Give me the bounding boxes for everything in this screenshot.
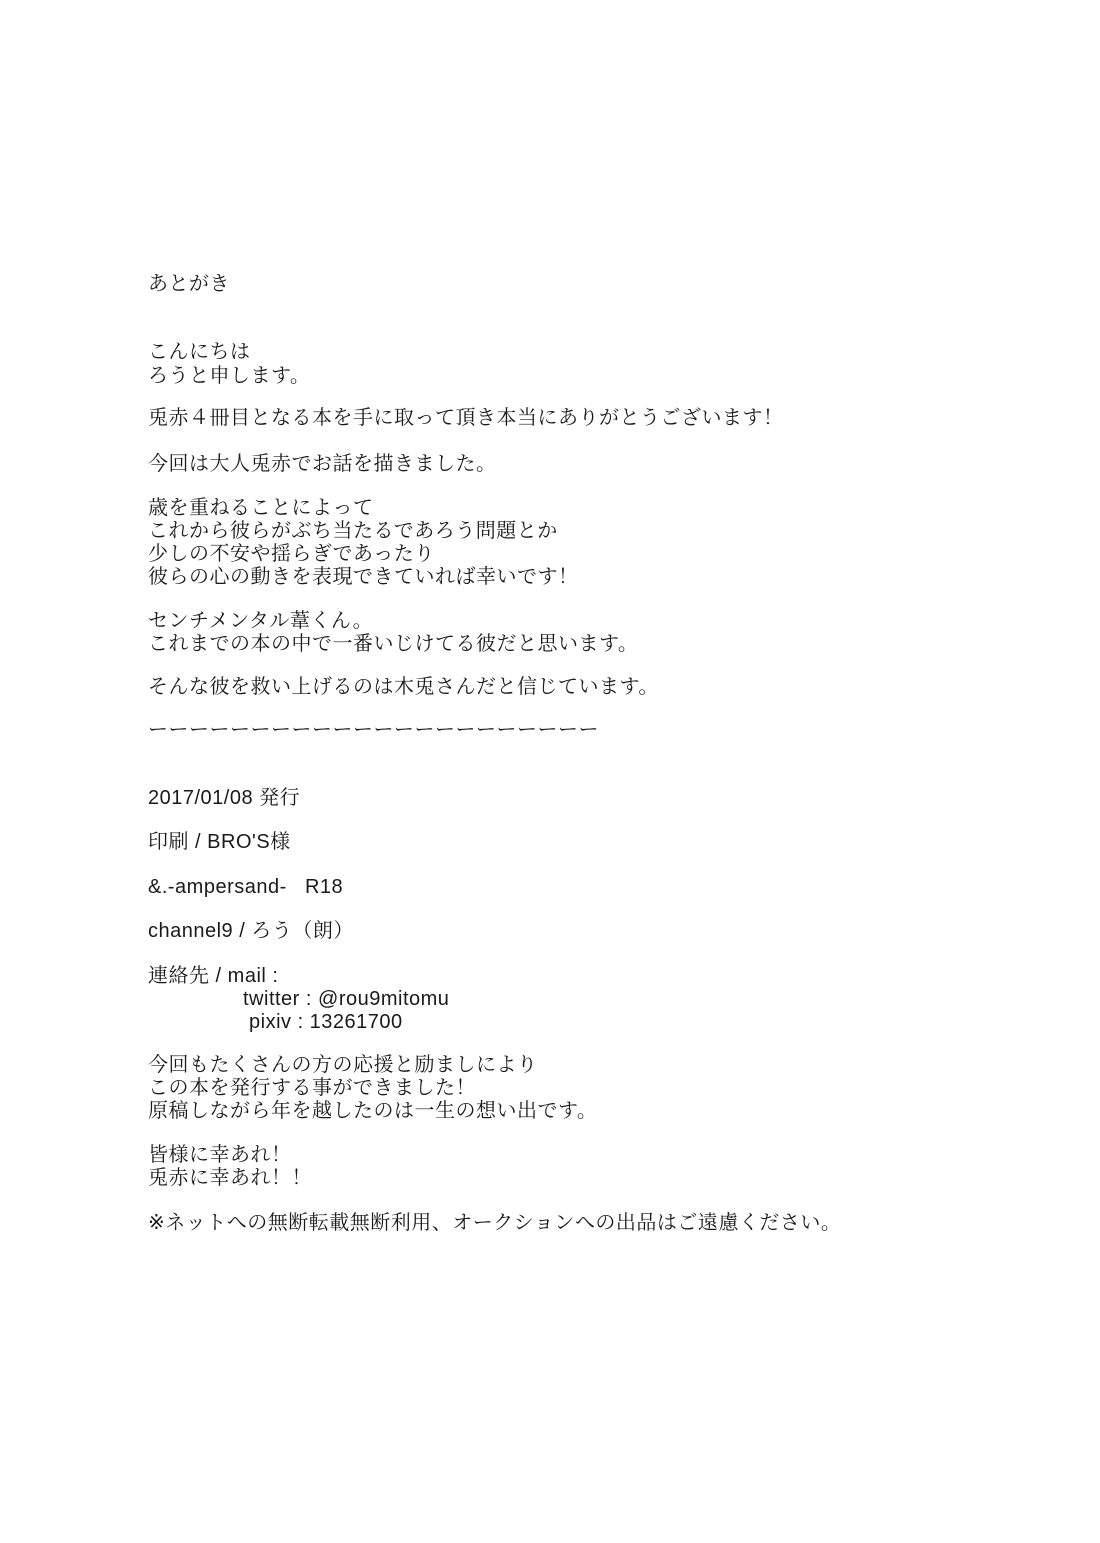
reprint-notice: ※ネットへの無断転載無断利用、オークションへの出品はご遠慮ください。 (148, 1210, 842, 1234)
paragraph2-line-2: これまでの本の中で一番いじけてる彼だと思います。 (148, 631, 639, 655)
paragraph3-line: そんな彼を救い上げるのは木兎さんだと信じています。 (148, 674, 659, 698)
book-title: &.-ampersand- R18 (148, 876, 344, 898)
paragraph2-line-1: センチメンタル葦くん。 (148, 608, 374, 632)
section-divider: ーーーーーーーーーーーーーーーーーーーーーー (148, 717, 599, 741)
theme-line: 今回は大人兎赤でお話を描きました。 (148, 451, 497, 475)
closing-line-3: 原稿しながら年を越したのは一生の想い出です。 (148, 1098, 598, 1122)
paragraph1-line-4: 彼らの心の動きを表現できていれば幸いです！ (148, 564, 579, 588)
afterword-heading: あとがき (148, 271, 230, 295)
paragraph1-line-1: 歳を重ねることによって (148, 495, 374, 519)
closing-line-2: この本を発行する事ができました！ (148, 1075, 476, 1099)
thanks-line: 兎赤４冊目となる本を手に取って頂き本当にありがとうございます！ (148, 405, 784, 429)
cheers-line-1: 皆様に幸あれ！ (148, 1142, 292, 1166)
publish-date: 2017/01/08 発行 (148, 787, 301, 809)
greeting-line-2: ろうと申します。 (148, 363, 311, 387)
printer-credit: 印刷 / BRO'S様 (148, 831, 291, 853)
cheers-line-2: 兎赤に幸あれ！！ (148, 1165, 312, 1189)
paragraph1-line-2: これから彼らがぶち当たるであろう問題とか (148, 518, 558, 542)
closing-line-1: 今回もたくさんの方の応援と励ましにより (148, 1052, 538, 1076)
paragraph1-line-3: 少しの不安や揺らぎであったり (148, 541, 435, 565)
greeting-line-1: こんにちは (148, 339, 251, 363)
pixiv-id: pixiv : 13261700 (249, 1011, 403, 1033)
contact-label: 連絡先 / mail : (148, 965, 279, 987)
twitter-handle: twitter : @rou9mitomu (243, 988, 450, 1010)
circle-author: channel9 / ろう（朗） (148, 920, 354, 942)
